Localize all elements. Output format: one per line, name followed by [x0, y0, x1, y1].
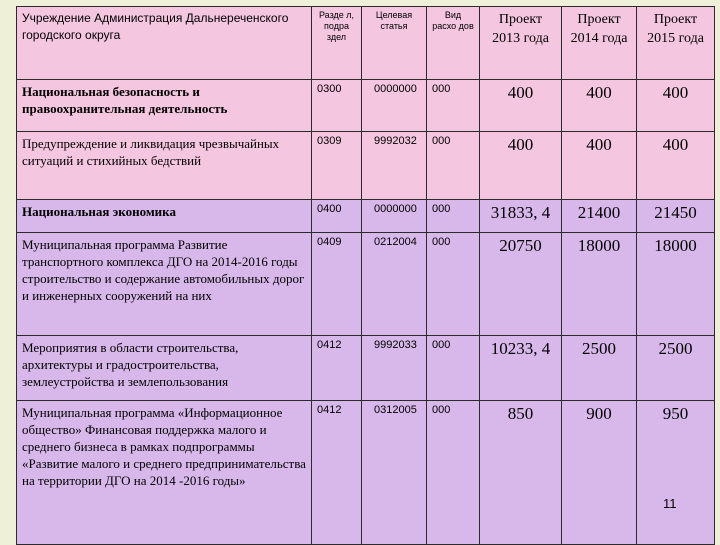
row-p2015: 400 [637, 80, 715, 132]
row-name: Мероприятия в области строительства, архитектуры и градостроительства, землеустройства и землепользования [17, 336, 312, 401]
row-section: 0309 [312, 132, 362, 200]
row-exptype: 000 [427, 401, 480, 545]
row-target: 9992033 [362, 336, 427, 401]
row-name: Национальная экономика [17, 200, 312, 233]
header-row [17, 7, 715, 80]
row-p2015: 2500 [637, 336, 715, 401]
row-name: Национальная безопасность и правоохранительная деятельность [17, 80, 312, 132]
page-number: 11 [663, 496, 677, 511]
row-p2013: 20750 [480, 233, 562, 336]
row-p2015: 950 [637, 401, 715, 545]
row-section: 0412 [312, 336, 362, 401]
row-exptype: 000 [427, 132, 480, 200]
row-p2013: 400 [480, 132, 562, 200]
row-name: Предупреждение и ликвидация чрезвычайных ситуаций и стихийных бедствий [17, 132, 312, 200]
row-p2013: 400 [480, 80, 562, 132]
row-exptype: 000 [427, 233, 480, 336]
row-exptype: 000 [427, 336, 480, 401]
header-institution: Учреждение Администрация Дальнереченского городского округа [17, 7, 312, 80]
row-target: 9992032 [362, 132, 427, 200]
header-project-2014: Проект 2014 года [562, 7, 637, 80]
header-section: Разде л, подра здел [312, 7, 362, 80]
header-project-2013: Проект 2013 года [480, 7, 562, 80]
row-p2014: 900 [562, 401, 637, 545]
row-exptype: 000 [427, 200, 480, 233]
row-target: 0000000 [362, 80, 427, 132]
row-exptype: 000 [427, 80, 480, 132]
table-row [17, 80, 715, 132]
table-row [17, 132, 715, 200]
table-row [17, 233, 715, 336]
row-p2014: 21400 [562, 200, 637, 233]
row-section: 0300 [312, 80, 362, 132]
table-row [17, 336, 715, 401]
header-exptype: Вид расхо дов [427, 7, 480, 80]
row-p2014: 18000 [562, 233, 637, 336]
row-p2014: 2500 [562, 336, 637, 401]
table-row [17, 200, 715, 233]
header-project-2015: Проект 2015 года [637, 7, 715, 80]
row-p2015: 18000 [637, 233, 715, 336]
row-section: 0400 [312, 200, 362, 233]
row-p2013: 10233, 4 [480, 336, 562, 401]
budget-table [16, 6, 715, 545]
row-target: 0312005 [362, 401, 427, 545]
row-target: 0000000 [362, 200, 427, 233]
row-p2015: 21450 [637, 200, 715, 233]
row-target: 0212004 [362, 233, 427, 336]
row-p2013: 31833, 4 [480, 200, 562, 233]
row-name: Муниципальная программа Развитие транспортного комплекса ДГО на 2014-2016 годы строительство и содержание автомобильных дорог и инженерных сооружений на них [17, 233, 312, 336]
row-section: 0409 [312, 233, 362, 336]
row-p2015: 400 [637, 132, 715, 200]
row-name: Муниципальная программа «Информационное общество» Финансовая поддержка малого и среднего бизнеса в рамках подпрограммы «Развитие малого и среднего предпринимательства на территории ДГО на 2014 -2016 годы» [17, 401, 312, 545]
row-section: 0412 [312, 401, 362, 545]
row-p2014: 400 [562, 80, 637, 132]
row-p2013: 850 [480, 401, 562, 545]
table-row [17, 401, 715, 545]
row-p2014: 400 [562, 132, 637, 200]
header-target: Целевая статья [362, 7, 427, 80]
